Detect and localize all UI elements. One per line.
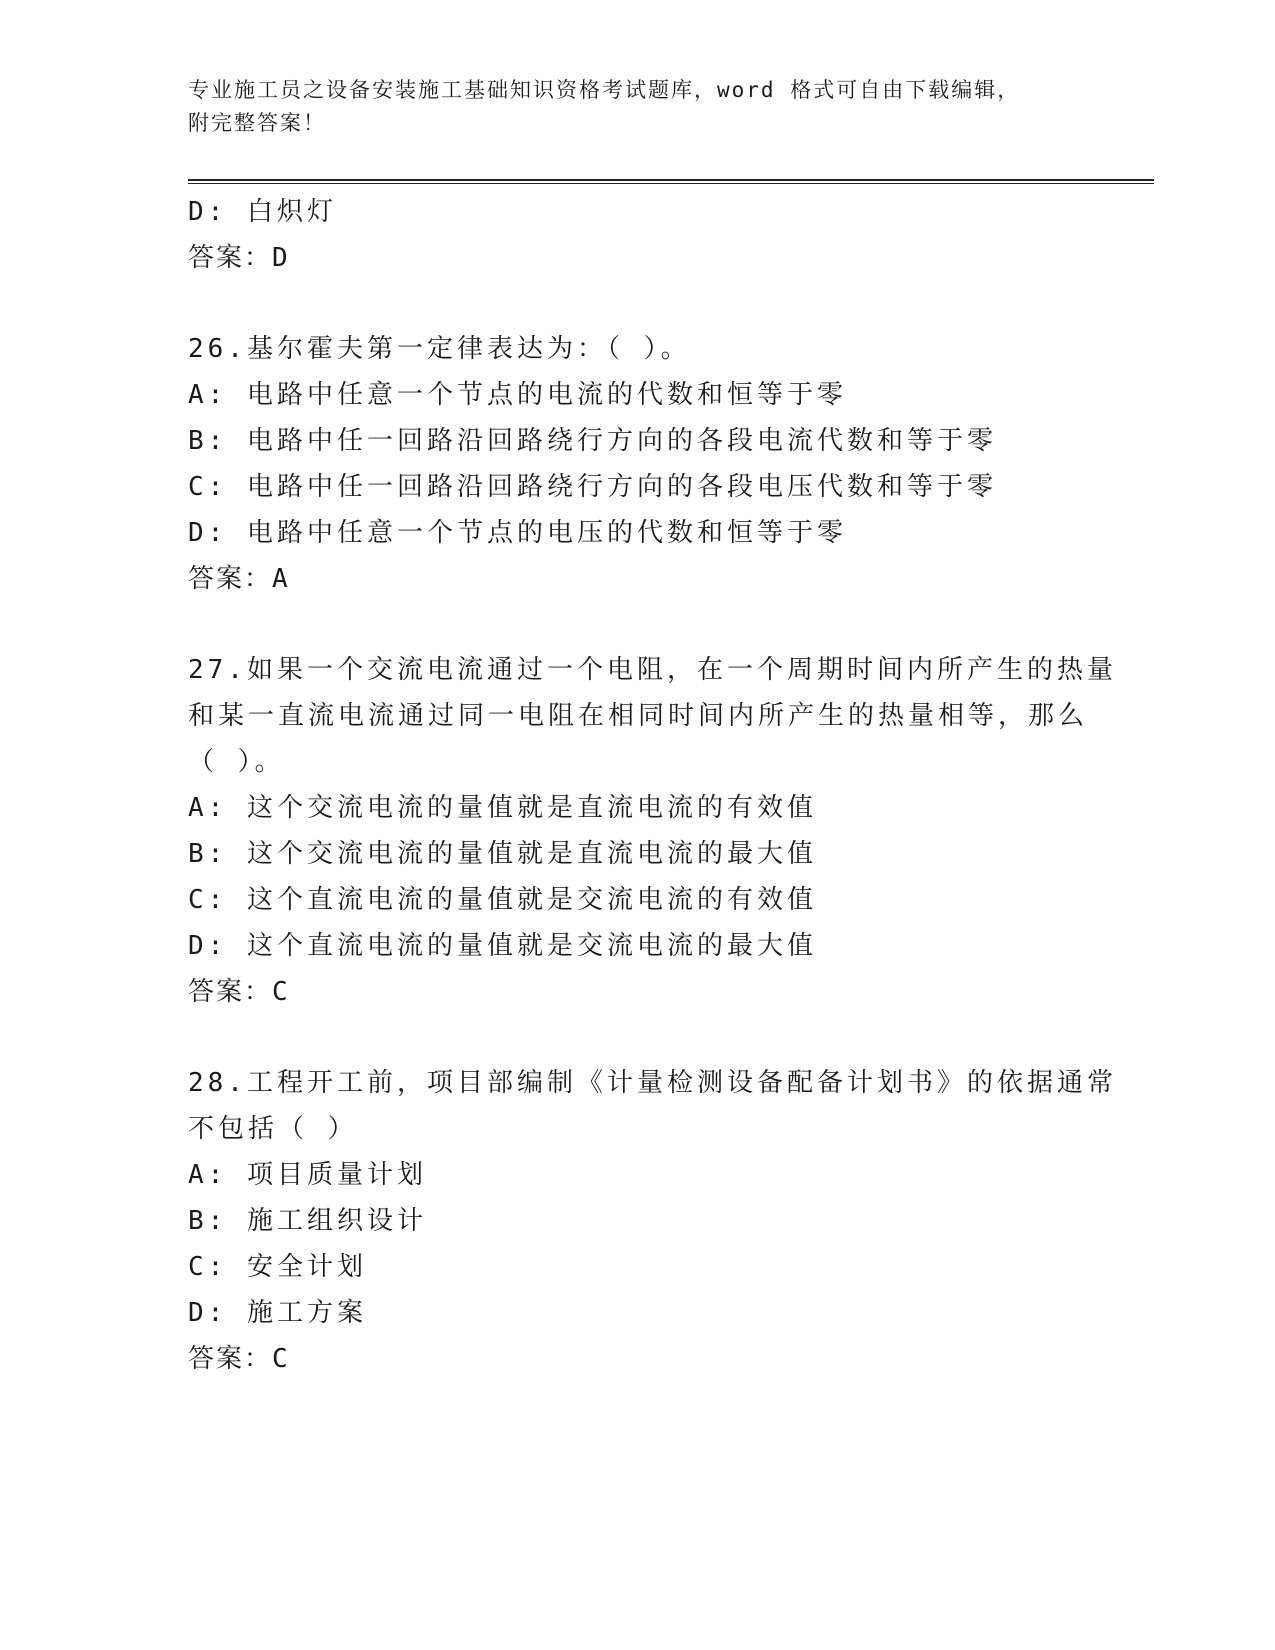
question-28 (188, 1060, 1117, 1382)
option-d: D: 施工方案 (188, 1298, 367, 1328)
option-a: A: 这个交流电流的量值就是直流电流的有效值 (188, 793, 817, 823)
option-a: A: 电路中任意一个节点的电流的代数和恒等于零 (188, 380, 847, 410)
question-stem-line-3: （ ）。 (188, 747, 285, 777)
header-divider-thick (188, 179, 1154, 181)
question-stem: 26.基尔霍夫第一定律表达为：（ ）。 (188, 334, 691, 364)
question-stem-line-1: 27.如果一个交流电流通过一个电阻，在一个周期时间内所产生的热量 (188, 655, 1117, 685)
question-stem-line-1: 28.工程开工前，项目部编制《计量检测设备配备计划书》的依据通常 (188, 1068, 1117, 1098)
document-header (188, 74, 1068, 140)
option-d: D: 这个直流电流的量值就是交流电流的最大值 (188, 931, 817, 961)
question-27 (188, 647, 1117, 1015)
answer-line: 答案：C (188, 1344, 290, 1374)
document-body (188, 189, 1117, 1382)
option-c: C: 这个直流电流的量值就是交流电流的有效值 (188, 885, 817, 915)
question-stem-line-2: 不包括（ ） (188, 1114, 358, 1144)
option-c: C: 电路中任一回路沿回路绕行方向的各段电压代数和等于零 (188, 472, 997, 502)
option-d: D: 电路中任意一个节点的电压的代数和恒等于零 (188, 518, 847, 548)
option-b: B: 电路中任一回路沿回路绕行方向的各段电流代数和等于零 (188, 426, 997, 456)
spacer (188, 1015, 1088, 1060)
answer-line: 答案：D (188, 243, 290, 273)
header-line-2: 附完整答案！ (188, 111, 326, 135)
option-b: B: 施工组织设计 (188, 1206, 427, 1236)
option-b: B: 这个交流电流的量值就是直流电流的最大值 (188, 839, 817, 869)
option-a: A: 项目质量计划 (188, 1160, 427, 1190)
question-26 (188, 326, 1088, 602)
question-stem-line-2: 和某一直流电流通过同一电阻在相同时间内所产生的热量相等，那么 (188, 701, 1089, 731)
header-line-1: 专业施工员之设备安装施工基础知识资格考试题库，word 格式可自由下载编辑， (188, 78, 1021, 102)
spacer (188, 281, 1088, 326)
previous-question-tail (188, 189, 1088, 281)
answer-line: 答案：A (188, 564, 290, 594)
spacer (188, 602, 1088, 647)
header-divider-thin (188, 183, 1154, 184)
option-c: C: 安全计划 (188, 1252, 367, 1282)
answer-line: 答案：C (188, 977, 290, 1007)
option-d: D: 白炽灯 (188, 197, 337, 227)
